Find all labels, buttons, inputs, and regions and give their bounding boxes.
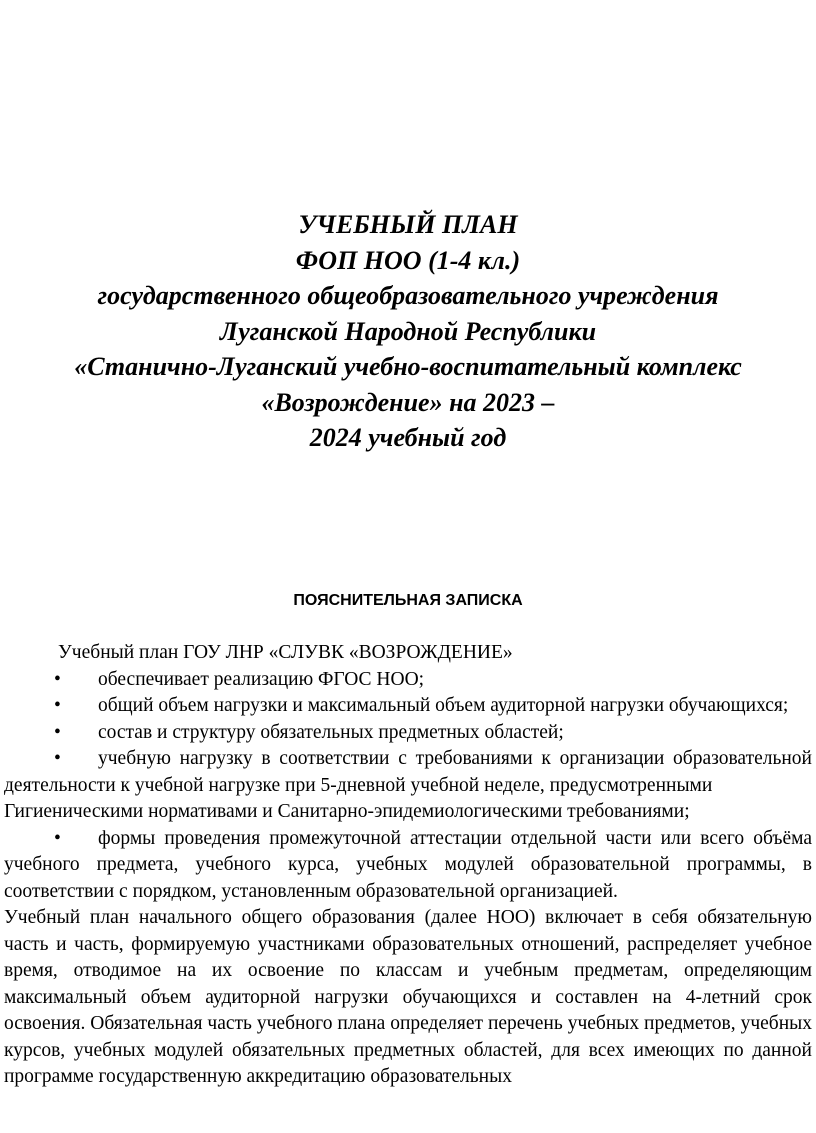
bullet-mark: • bbox=[54, 721, 61, 743]
title-line: ФОП НОО (1-4 кл.) bbox=[295, 245, 521, 275]
bullet-item bbox=[4, 693, 812, 720]
bullet-item bbox=[4, 667, 812, 694]
bullet-text: обеспечивает реализацию ФГОС НОО; bbox=[98, 668, 425, 690]
title-line: УЧЕБНЫЙ ПЛАН bbox=[298, 210, 518, 239]
bullet-text: состав и структуру обязательных предметных областей; bbox=[98, 721, 564, 743]
title-line: 2024 учебный год bbox=[309, 423, 507, 452]
bullet-mark: • bbox=[54, 827, 61, 849]
title-line: Луганской Народной Республики bbox=[219, 316, 597, 346]
title-line: государственного общеобразовательного учреждения bbox=[97, 281, 719, 310]
bullet-item bbox=[4, 746, 812, 799]
section-heading: ПОЯСНИТЕЛЬНАЯ ЗАПИСКА bbox=[293, 592, 523, 609]
body-paragraph: Учебный план начального общего образования (далее НОО) включает в себя обязательную часть и часть, формируемую участниками образовательных отношений, распределяет учебное время, отводимое на их освоение по классам и учебным предметам, определяющим максимальный объем аудиторной нагрузки обучающихся и составлен на 4-летний срок освоения. Обязательная часть учебного плана определяет перечень учебных предметов, учебных курсов, учебных модулей обязательных предметных областей, для всех имеющих по данной программе государственную аккредитацию образовательных bbox=[4, 907, 812, 1087]
bullet-text: формы проведения промежуточной аттестации отдельной части или всего объёма учебного предмета, учебного курса, учебных модулей образовательной программы, в соответствии с порядком, установленным образовательной организацией. bbox=[4, 827, 812, 902]
bullet-mark: • bbox=[54, 695, 61, 716]
lead-line: Учебный план ГОУ ЛНР «СЛУВК «ВОЗРОЖДЕНИЕ» bbox=[58, 642, 513, 663]
bullet-mark: • bbox=[54, 748, 61, 769]
bullet-text: учебную нагрузку в соответствии с требованиями к организации образовательной деятельности к учебной нагрузке при 5-дневной учебной неделе, предусмотренными bbox=[4, 748, 812, 796]
bullet-mark: • bbox=[54, 668, 61, 690]
body-text bbox=[4, 640, 812, 1091]
bullet-item bbox=[4, 826, 812, 906]
title-line: «Станично-Луганский учебно-воспитательный комплекс bbox=[74, 352, 742, 381]
bullet-item bbox=[4, 720, 812, 747]
bullet-text: общий объем нагрузки и максимальный объем аудиторной нагрузки обучающихся; bbox=[98, 695, 789, 716]
document-title bbox=[0, 207, 816, 456]
continuation-line: Гигиеническими нормативами и Санитарно-эпидемиологическими требованиями; bbox=[4, 801, 690, 822]
title-line: «Возрождение» на 2023 – bbox=[261, 387, 555, 417]
